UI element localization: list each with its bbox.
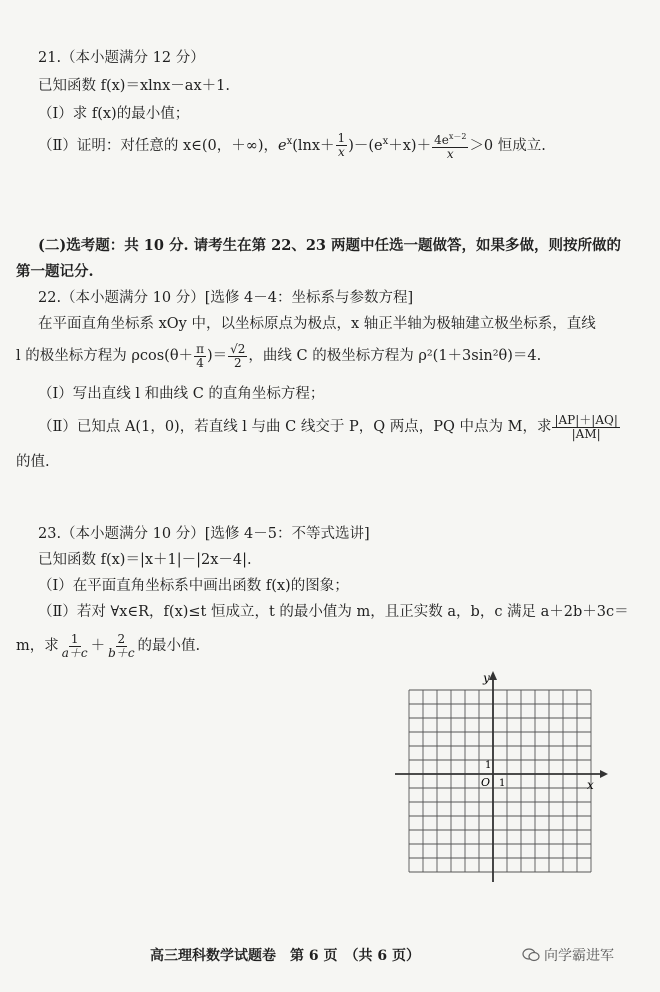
q23-frac1-den: a＋c bbox=[61, 645, 88, 660]
q23-part2-line2 bbox=[16, 630, 200, 662]
q22-line2-c: ，曲线 C 的极坐标方程为 ρ²(1＋3sin²θ)＝4. bbox=[248, 348, 542, 364]
q21-part2-mid3: ＋x)＋ bbox=[388, 137, 432, 154]
q21-part2-e1: e bbox=[278, 137, 287, 154]
q22-part1: （Ⅰ）写出直线 l 和曲线 C 的直角坐标方程； bbox=[38, 386, 325, 402]
origin-label: O bbox=[481, 776, 491, 789]
q21-frac2 bbox=[432, 130, 468, 161]
q21-part2-mid: (lnx＋ bbox=[292, 137, 335, 154]
q21-part2-suffix: ＞0 恒成立. bbox=[469, 137, 546, 154]
q21-frac2-num-sup: x－2 bbox=[448, 132, 467, 142]
q21-frac2-num-base: 4e bbox=[434, 133, 449, 148]
q23-plus: ＋ bbox=[90, 638, 106, 654]
q22-line2-a: l 的极坐标方程为 ρcos(θ＋ bbox=[16, 348, 194, 364]
q23-title: 23.（本小题满分 10 分）[选修 4－5：不等式选讲] bbox=[38, 526, 370, 542]
y-tick-label: 1 bbox=[485, 760, 492, 771]
q21-frac1 bbox=[336, 132, 348, 159]
q21-part2-mid2: )－(e bbox=[348, 137, 383, 154]
section2-line2: 第一题记分. bbox=[16, 263, 94, 280]
x-tick-label: 1 bbox=[499, 778, 506, 789]
q21-title: 21.（本小题满分 12 分） bbox=[38, 50, 205, 66]
y-axis-arrow bbox=[489, 671, 497, 680]
section2-line1: (二)选考题：共 10 分. 请考生在第 22、23 两题中任选一题做答，如果多做，则按所做的 bbox=[38, 237, 622, 254]
q22-frac-sqrt-num: √2 bbox=[230, 341, 246, 356]
q22-part2 bbox=[38, 410, 621, 444]
q21-part2-prefix: （Ⅱ）证明：对任意的 x∈(0，＋∞)， bbox=[38, 137, 278, 154]
wechat-icon bbox=[522, 948, 540, 962]
q22-part2-end: 的值. bbox=[16, 454, 50, 470]
q21-frac2-den: x bbox=[446, 147, 454, 162]
q22-frac-sqrt bbox=[228, 343, 247, 370]
q22-part2-frac bbox=[552, 414, 619, 441]
q23-frac1-num: 1 bbox=[70, 631, 79, 646]
q22-part2-frac-den: |AM| bbox=[571, 426, 601, 441]
q21-part2-sup2: x bbox=[382, 136, 389, 147]
q23-frac2 bbox=[106, 633, 136, 660]
q22-frac-pi bbox=[194, 343, 206, 370]
q21-frac1-den: x bbox=[337, 145, 345, 160]
q22-line1: 在平面直角坐标系 xOy 中，以坐标原点为极点，x 轴正半轴为极轴建立极坐标系，直线 bbox=[38, 316, 596, 332]
q23-part2-line1: （Ⅱ）若对 ∀x∈R，f(x)≤t 恒成立，t 的最小值为 m，且正实数 a，b，c 满足 a＋2b＋3c＝ bbox=[38, 604, 629, 620]
q23-frac2-den: b＋c bbox=[108, 645, 135, 660]
q22-frac-sqrt-den: 2 bbox=[233, 355, 242, 370]
q22-frac-pi-num: π bbox=[196, 341, 204, 356]
q23-frac1 bbox=[60, 633, 90, 660]
q21-frac1-num: 1 bbox=[337, 131, 346, 146]
q23-given: 已知函数 f(x)＝|x＋1|－|2x－4|. bbox=[38, 552, 252, 568]
q21-part1: （Ⅰ）求 f(x)的最小值； bbox=[38, 106, 190, 122]
q22-frac-pi-den: 4 bbox=[196, 355, 204, 370]
watermark bbox=[522, 945, 614, 965]
coordinate-grid bbox=[395, 670, 610, 882]
x-axis-label: x bbox=[587, 778, 594, 792]
x-axis-arrow bbox=[600, 770, 608, 778]
q23-part2-line2-b: 的最小值. bbox=[137, 638, 201, 654]
page-footer: 高三理科数学试题卷 第 6 页 （共 6 页） bbox=[150, 948, 420, 964]
q21-part2-sup1: x bbox=[286, 136, 293, 147]
q22-line2 bbox=[16, 340, 541, 372]
q22-title: 22.（本小题满分 10 分）[选修 4－4：坐标系与参数方程] bbox=[38, 290, 414, 306]
q23-part2-line2-a: m，求 bbox=[16, 638, 59, 654]
q22-part2-a: （Ⅱ）已知点 A(1，0)，若直线 l 与曲 C 线交于 P，Q 两点，PQ 中点为 M，求 bbox=[38, 419, 552, 435]
watermark-text: 向学霸进军 bbox=[544, 948, 614, 964]
q22-part2-frac-num: |AP|＋|AQ| bbox=[554, 412, 618, 427]
q21-frac2-num bbox=[432, 130, 468, 148]
q22-line2-b: )＝ bbox=[206, 348, 228, 364]
q21-part2 bbox=[38, 128, 546, 161]
q23-part1: （Ⅰ）在平面直角坐标系中画出函数 f(x)的图象； bbox=[38, 578, 349, 594]
y-axis-label: y bbox=[483, 671, 490, 685]
q21-given: 已知函数 f(x)＝xlnx－ax＋1. bbox=[38, 78, 230, 94]
q23-frac2-num: 2 bbox=[117, 631, 126, 646]
